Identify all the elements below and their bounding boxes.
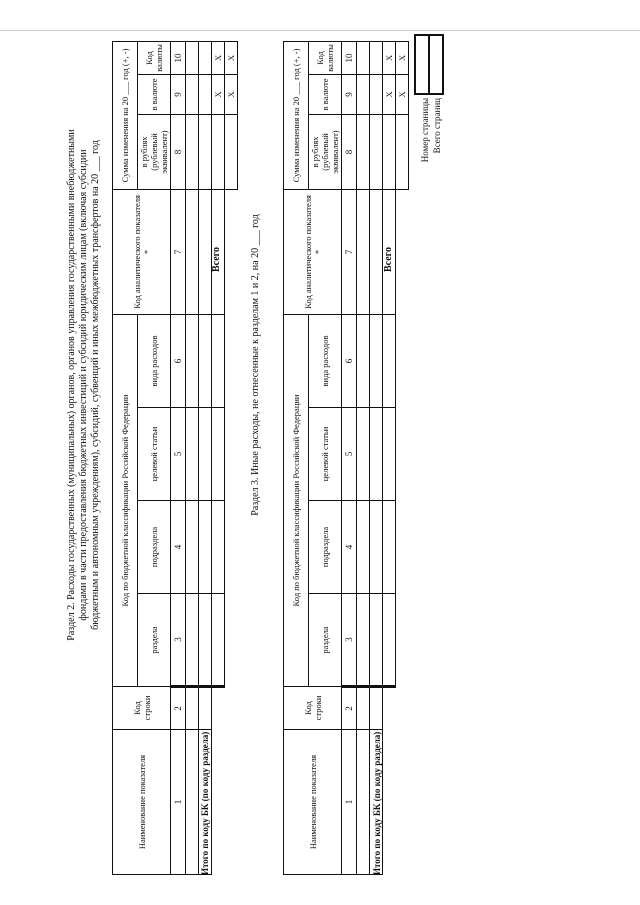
table-cell[interactable] — [199, 114, 212, 189]
table-cell[interactable] — [370, 41, 383, 74]
col-podrazdel-header: подраздела — [138, 501, 171, 594]
section2-title-line2: фондами в части предоставления бюджетных инвестиций и субсидий юридическим лицам (включая субсидии — [78, 149, 89, 621]
col-kodval-header: Код валюты — [138, 41, 171, 74]
page-number-box[interactable] — [414, 34, 444, 95]
col-num: 5 — [171, 408, 186, 501]
col-code-header: Код строки — [113, 687, 171, 730]
table-cell[interactable] — [212, 594, 225, 687]
col-num: 4 — [171, 501, 186, 594]
section2-title-line1: Раздел 2. Расходы государственных (муниципальных) органов, органов управления государственными внебюджетными — [66, 129, 77, 641]
page-number-label: Номер страницы — [420, 98, 430, 163]
table-cell[interactable] — [212, 114, 225, 189]
col-num: 2 — [342, 687, 357, 730]
table-cell[interactable] — [199, 594, 212, 687]
section2-table — [112, 41, 238, 875]
section2-title-line3: бюджетным и автономным учреждениям), субсидий, субвенций и иных межбюджетных трансфертов на 20 ___ год — [90, 140, 101, 630]
table-cell[interactable] — [225, 114, 238, 189]
table-cell[interactable] — [199, 687, 212, 730]
col-num: 4 — [342, 501, 357, 594]
table-cell[interactable] — [357, 189, 370, 314]
x-mark: X — [383, 41, 396, 74]
col-razdel-header: раздела — [138, 594, 171, 687]
col-analytic-header: Код аналитического показателя * — [284, 189, 342, 314]
col-vid-header: вида расходов — [138, 314, 171, 407]
table-cell[interactable] — [186, 41, 199, 74]
col-celevoy-header: целевой статьи — [138, 408, 171, 501]
table-cell[interactable] — [186, 594, 199, 687]
x-mark: X — [225, 41, 238, 74]
table-cell[interactable] — [383, 314, 396, 407]
x-mark: X — [212, 74, 225, 114]
table-cell[interactable] — [383, 594, 396, 687]
col-num: 7 — [342, 189, 357, 314]
col-analytic-header: Код аналитического показателя * — [113, 189, 171, 314]
table-cell[interactable] — [357, 730, 370, 875]
col-num: 1 — [342, 730, 357, 875]
table-cell[interactable] — [212, 314, 225, 407]
col-num: 6 — [342, 314, 357, 407]
col-num: 3 — [171, 594, 186, 687]
table-cell[interactable] — [357, 687, 370, 730]
table-cell[interactable] — [370, 74, 383, 114]
col-name-header: Наименование показателя — [284, 730, 342, 875]
table-cell[interactable] — [186, 501, 199, 594]
col-bk-header: Код по бюджетной классификации Российской Федерации — [284, 314, 309, 686]
total-row — [383, 41, 396, 874]
x-mark: X — [396, 41, 409, 74]
col-num: 10 — [171, 41, 186, 74]
col-num: 6 — [171, 314, 186, 407]
table-cell[interactable] — [370, 408, 383, 501]
col-sum-header: Сумма изменения на 20 ___ год (+, -) — [284, 41, 309, 189]
x-mark: X — [225, 74, 238, 114]
table-cell[interactable] — [199, 74, 212, 114]
col-code-header: Код строки — [284, 687, 342, 730]
col-num: 1 — [171, 730, 186, 875]
table-cell[interactable] — [383, 114, 396, 189]
table-row — [186, 41, 199, 874]
table-cell[interactable] — [370, 594, 383, 687]
table-cell[interactable] — [357, 501, 370, 594]
table-cell[interactable] — [199, 501, 212, 594]
col-num: 9 — [171, 74, 186, 114]
table-cell[interactable] — [357, 594, 370, 687]
table-row — [357, 41, 370, 874]
col-name-header: Наименование показателя — [113, 730, 171, 875]
x-mark: X — [383, 74, 396, 114]
table-cell[interactable] — [370, 114, 383, 189]
table-cell[interactable] — [199, 314, 212, 407]
table-cell[interactable] — [370, 189, 383, 314]
col-bk-header: Код по бюджетной классификации Российской Федерации — [113, 314, 138, 686]
col-num: 9 — [342, 74, 357, 114]
total-row — [212, 41, 225, 874]
col-val-header: в валюте — [309, 74, 342, 114]
section2-vsego: Всего — [211, 247, 222, 272]
x-mark: X — [212, 41, 225, 74]
col-rub-header: в рублях (рублевый эквивалент) — [309, 114, 342, 189]
col-celevoy-header: целевой статьи — [309, 408, 342, 501]
col-num: 10 — [342, 41, 357, 74]
table-cell[interactable] — [186, 74, 199, 114]
table-cell[interactable] — [370, 687, 383, 730]
table-cell[interactable] — [396, 114, 409, 189]
table-cell[interactable] — [357, 74, 370, 114]
col-num: 2 — [171, 687, 186, 730]
table-cell[interactable] — [186, 730, 199, 875]
section3-total-label: Итого по коду БК (по коду раздела) — [372, 731, 382, 875]
table-cell[interactable] — [357, 314, 370, 407]
table-cell[interactable] — [383, 408, 396, 501]
table-cell[interactable] — [212, 501, 225, 594]
col-podrazdel-header: подраздела — [309, 501, 342, 594]
table-cell[interactable] — [186, 189, 199, 314]
table-cell[interactable] — [199, 189, 212, 314]
table-cell[interactable] — [186, 114, 199, 189]
total-pages-label: Всего страниц — [432, 98, 442, 154]
col-razdel-header: раздела — [309, 594, 342, 687]
col-num: 7 — [171, 189, 186, 314]
section3-title-text: Раздел 3. Иные расходы, не отнесенные к разделам 1 и 2, на 20 ___ год — [250, 214, 261, 516]
section3-title — [250, 155, 262, 575]
table-cell[interactable] — [357, 408, 370, 501]
table-cell[interactable] — [357, 41, 370, 74]
section3-vsego: Всего — [383, 247, 394, 272]
table-cell[interactable] — [370, 501, 383, 594]
section2-title — [66, 65, 102, 705]
table-cell[interactable] — [383, 501, 396, 594]
grand-total-row — [225, 41, 238, 874]
col-num: 8 — [342, 114, 357, 189]
grand-total-row — [396, 41, 409, 874]
table-cell[interactable] — [186, 687, 199, 730]
section3-table — [283, 41, 409, 875]
col-num: 8 — [171, 114, 186, 189]
col-vid-header: вида расходов — [309, 314, 342, 407]
table-cell[interactable] — [199, 41, 212, 74]
table-cell[interactable] — [357, 114, 370, 189]
table-cell[interactable] — [370, 314, 383, 407]
col-rub-header: в рублях (рублевый эквивалент) — [138, 114, 171, 189]
section2-total-label: Итого по коду БК (по коду раздела) — [200, 731, 210, 875]
table-cell[interactable] — [212, 408, 225, 501]
col-num: 3 — [342, 594, 357, 687]
table-cell[interactable] — [199, 408, 212, 501]
col-num: 5 — [342, 408, 357, 501]
col-kodval-header: Код валюты — [309, 41, 342, 74]
col-sum-header: Сумма изменения на 20 ___ год (+, -) — [113, 41, 138, 189]
table-cell[interactable] — [186, 314, 199, 407]
x-mark: X — [396, 74, 409, 114]
col-val-header: в валюте — [138, 74, 171, 114]
table-cell[interactable] — [186, 408, 199, 501]
